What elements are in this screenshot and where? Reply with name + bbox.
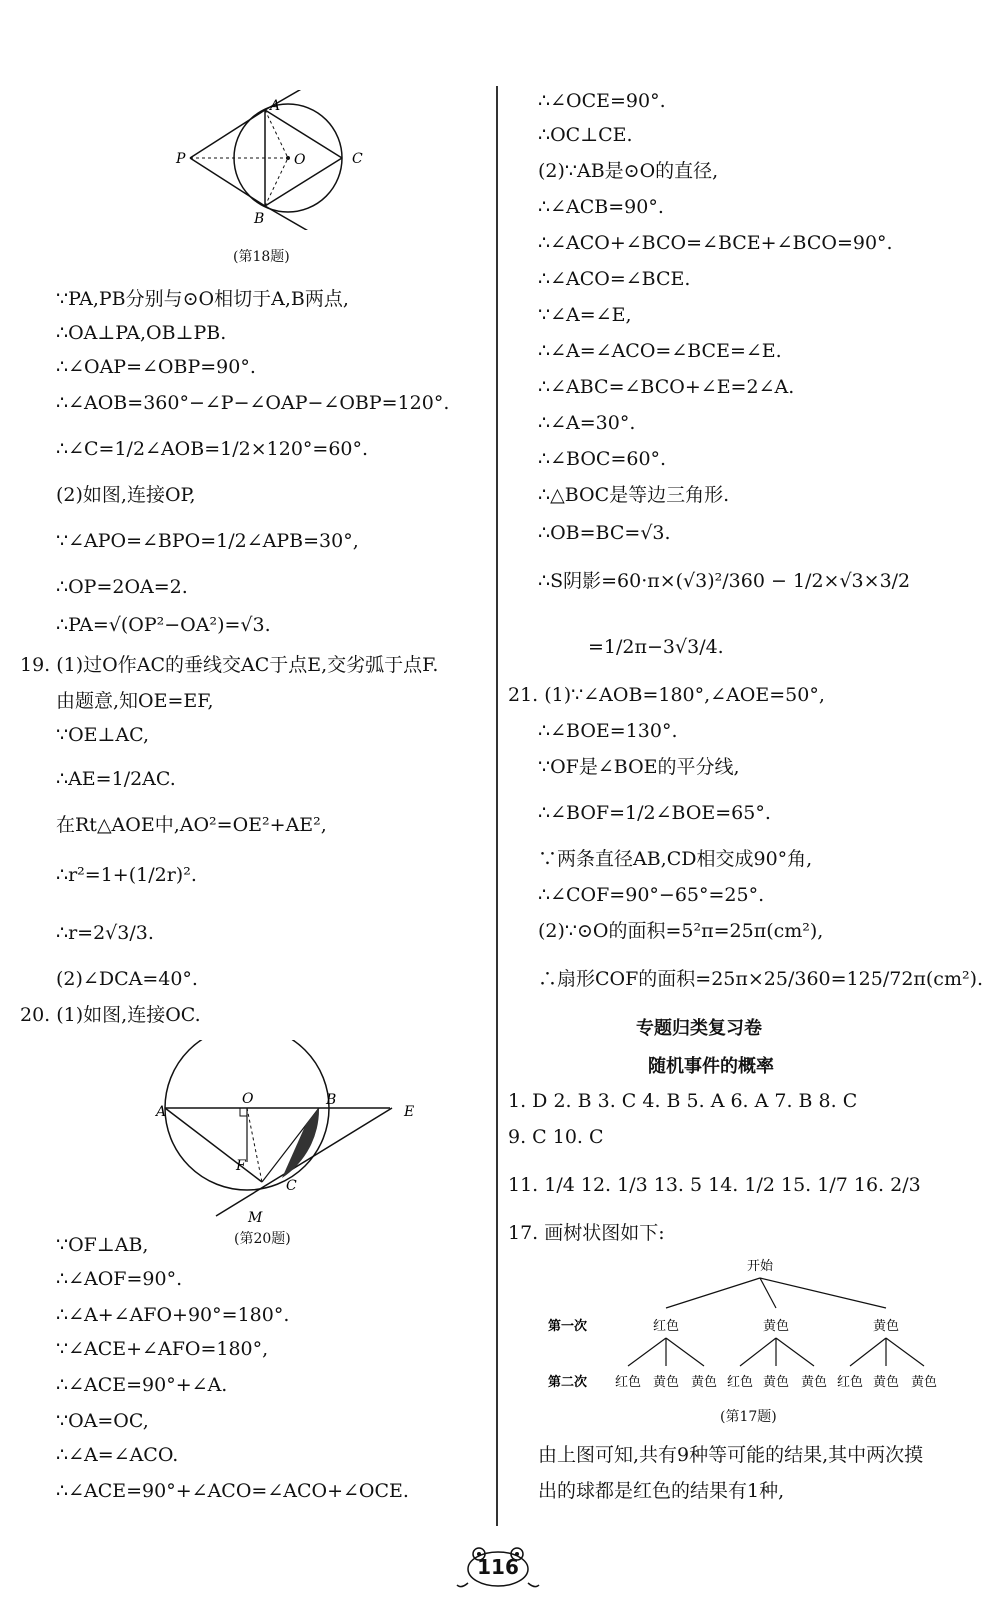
fig20-label: B [326,1092,337,1108]
text-line: ∴∠AOF=90°. [56,1268,183,1290]
text-line: ∴∠A+∠AFO+90°=180°. [56,1304,290,1326]
text-line: ∴OP=2OA=2. [56,576,188,598]
answer-line: 1. D 2. B 3. C 4. B 5. A 6. A 7. B 8. C [508,1090,858,1112]
text-line: ∵OF⊥AB, [56,1234,149,1256]
text-line: ∴r²=1+(1/2r)². [56,864,197,886]
tree-node: 黄色 [762,1319,790,1334]
fig18-caption: (第18题) [233,249,290,265]
text-line: ∴∠OAP=∠OBP=90°. [56,356,256,378]
text-line: ∴∠C=1/2∠AOB=1/2×120°=60°. [56,438,369,460]
figure-18 [170,90,400,230]
tree-leaf: 黄色 [872,1375,900,1390]
fig18-label: O [294,152,306,168]
text-line: ∴∠OCE=90°. [538,90,666,112]
text-line: ∴∠A=∠ACO. [56,1444,179,1466]
tree-root: 开始 [746,1259,774,1274]
tree-leaf: 红色 [614,1375,642,1390]
section-subtitle: 随机事件的概率 [648,1056,774,1077]
text-line: =1/2π−3√3/4. [588,636,724,658]
text-line: ∴OA⊥PA,OB⊥PB. [56,322,227,344]
text-line: ∵∠ACE+∠AFO=180°, [56,1338,269,1360]
text-line: 出的球都是红色的结果有1种, [538,1480,785,1502]
answer-line: 11. 1/4 12. 1/3 13. 5 14. 1/2 15. 1/7 16. 2/3 [508,1174,921,1196]
text-line: 21. (1)∵∠AOB=180°,∠AOE=50°, [508,684,825,706]
text-line: ∴∠BOE=130°. [538,720,678,742]
tree-leaf: 红色 [726,1375,754,1390]
text-line: (2)∵AB是⊙O的直径, [538,160,719,182]
text-line: ∵OF是∠BOE的平分线, [538,756,740,778]
text-line: 由题意,知OE=EF, [56,690,214,712]
text-line: ∴∠ACO+∠BCO=∠BCE+∠BCO=90°. [538,232,893,254]
text-line: 在Rt△AOE中,AO²=OE²+AE², [56,814,327,836]
fig20-label: O [242,1091,254,1107]
text-line: ∴∠A=30°. [538,412,636,434]
text-line: ∴∠BOF=1/2∠BOE=65°. [538,802,771,824]
tree-node: 红色 [652,1319,680,1334]
tree-row2-label: 第二次 [548,1375,588,1390]
text-line: ∴OC⊥CE. [538,124,633,146]
text-line: ∴∠ACE=90°+∠ACO=∠ACO+∠OCE. [56,1480,409,1502]
fig20-label: E [404,1104,415,1120]
text-line: ∴∠COF=90°−65°=25°. [538,884,765,906]
tree-row1-label: 第一次 [548,1319,588,1334]
tree-leaf: 黄色 [762,1375,790,1390]
text-line: (2)如图,连接OP, [56,484,196,506]
text-line: ∴AE=1/2AC. [56,768,176,790]
text-line: ∴∠ABC=∠BCO+∠E=2∠A. [538,376,795,398]
text-line: ∴△BOC是等边三角形. [538,484,730,506]
fig18-label: A [270,98,281,114]
text-line: 20. (1)如图,连接OC. [20,1004,201,1026]
tree-leaf: 黄色 [652,1375,680,1390]
text-line: ∴∠AOB=360°−∠P−∠OAP−∠OBP=120°. [56,392,450,414]
tree-leaf: 黄色 [910,1375,938,1390]
section-title: 专题归类复习卷 [636,1018,762,1039]
text-line: ∴PA=√(OP²−OA²)=√3. [56,614,271,636]
text-line: 由上图可知,共有9种等可能的结果,其中两次摸 [538,1444,924,1466]
text-line: ∴∠A=∠ACO=∠BCE=∠E. [538,340,782,362]
text-line: 17. 画树状图如下: [508,1222,665,1244]
column-divider [496,86,498,1526]
text-line: ∵∠A=∠E, [538,304,632,326]
text-line: ∴∠ACE=90°+∠A. [56,1374,228,1396]
text-line: ∵OE⊥AC, [56,724,150,746]
page-number-text: 116 [477,1555,519,1579]
tree-leaf: 黄色 [690,1375,718,1390]
text-line: (2)∠DCA=40°. [56,968,198,990]
text-line: ∵OA=OC, [56,1410,149,1432]
text-line: 19. (1)过O作AC的垂线交AC于点E,交劣弧于点F. [20,654,439,676]
fig20-caption: (第20题) [234,1231,291,1247]
text-line: ∴r=2√3/3. [56,922,154,944]
tree-node: 黄色 [872,1319,900,1334]
text-line: ∴∠BOC=60°. [538,448,667,470]
fig20-label: F [236,1158,246,1174]
fig20-label: A [156,1104,167,1120]
tree-leaf: 红色 [836,1375,864,1390]
fig20-label: M [248,1210,263,1225]
text-line: ∴S阴影=60·π×(√3)²/360 − 1/2×√3×3/2 [538,570,911,592]
fig17-caption: (第17题) [720,1409,777,1425]
fig18-label: B [254,211,265,227]
fig18-label: C [352,151,363,167]
text-line: ∴∠ACB=90°. [538,196,664,218]
answer-line: 9. C 10. C [508,1126,604,1148]
text-line: ∵PA,PB分别与⊙O相切于A,B两点, [56,288,349,310]
tree-diagram [538,1252,978,1422]
fig18-label: P [176,151,186,167]
fig20-label: C [286,1178,297,1194]
text-line: ∵∠APO=∠BPO=1/2∠APB=30°, [56,530,359,552]
text-line: ∴∠ACO=∠BCE. [538,268,691,290]
figure-20 [130,1040,430,1225]
text-line: (2)∵⊙O的面积=5²π=25π(cm²), [538,920,824,942]
text-line: ∴OB=BC=√3. [538,522,671,544]
text-line: ∵两条直径AB,CD相交成90°角, [538,848,813,870]
page-number [453,1545,543,1590]
tree-leaf: 黄色 [800,1375,828,1390]
text-line: ∴扇形COF的面积=25π×25/360=125/72π(cm²). [538,968,984,990]
